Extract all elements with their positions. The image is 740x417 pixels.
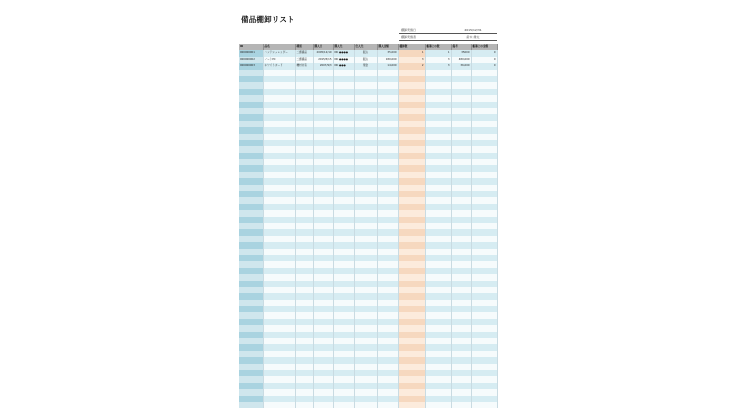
cell-book-count[interactable]: 1 [425, 50, 451, 56]
cell-count[interactable]: 2 [398, 63, 425, 69]
cell-amount[interactable]: 35,000 [377, 50, 398, 56]
page-title: 備品棚卸リスト [241, 15, 295, 24]
meta-person-value[interactable]: 鈴木 健太 [466, 35, 480, 39]
cell-date[interactable]: 2007/9/3 [313, 63, 333, 69]
cell-supplier[interactable]: 現金 [354, 63, 377, 69]
cell-store[interactable]: NK ●●●● [333, 57, 354, 63]
column-header-name[interactable]: 品名 [263, 44, 295, 50]
column-header-store[interactable]: 購入先 [333, 44, 354, 50]
cell-amount[interactable]: 14,000 [377, 63, 398, 69]
cell-supplier[interactable]: 振込 [354, 50, 377, 56]
cell-id[interactable]: 000000001 [239, 50, 263, 56]
cell-id[interactable]: 000000003 [239, 63, 263, 69]
meta-date-label: 棚卸実施日 [401, 28, 417, 32]
cell-name[interactable]: ホワイトボード [263, 63, 295, 69]
cell-name[interactable]: ノートPC [263, 57, 295, 63]
column-header-book-count[interactable]: 帳簿上の数 [425, 44, 451, 50]
column-header-date[interactable]: 購入日 [313, 44, 333, 50]
cell-name[interactable]: ハンドシュレッダー [263, 50, 295, 56]
cell-book-amount[interactable]: 0 [471, 57, 497, 63]
cell-note[interactable] [451, 402, 471, 408]
table-body [239, 50, 497, 408]
cell-type[interactable]: 機材共有 [295, 63, 313, 69]
cell-book-count[interactable] [425, 402, 451, 408]
meta-person-row [399, 34, 497, 41]
column-header-count[interactable]: 棚卸数 [398, 44, 425, 50]
cell-store[interactable]: NK ●●● [333, 63, 354, 69]
cell-type[interactable]: 二課備品 [295, 50, 313, 56]
cell-amount[interactable] [377, 402, 398, 408]
column-header-id[interactable]: ID [239, 44, 263, 50]
cell-count[interactable] [398, 402, 425, 408]
column-header-supplier[interactable]: 仕入先 [354, 44, 377, 50]
empty-table-row [239, 402, 497, 408]
cell-note[interactable]: 35000 [451, 50, 471, 56]
cell-book-amount[interactable]: 0 [471, 50, 497, 56]
cell-type[interactable]: 二課備品 [295, 57, 313, 63]
cell-supplier[interactable]: 振込 [354, 57, 377, 63]
cell-book-count[interactable]: 3 [425, 63, 451, 69]
cell-book-count[interactable]: 3 [425, 57, 451, 63]
cell-book-amount[interactable] [471, 402, 497, 408]
cell-store[interactable] [333, 402, 354, 408]
cell-date[interactable] [313, 402, 333, 408]
cell-supplier[interactable] [354, 402, 377, 408]
cell-id[interactable] [239, 402, 263, 408]
cell-amount[interactable]: 180,000 [377, 57, 398, 63]
spreadsheet-page [239, 0, 499, 417]
cell-count[interactable]: 3 [398, 57, 425, 63]
inventory-meta [399, 27, 497, 41]
column-header-book-amount[interactable]: 帳簿上の金額 [471, 44, 497, 50]
meta-date-value[interactable]: 2015/12/31 [464, 28, 482, 32]
meta-date-row [399, 27, 497, 34]
column-header-note[interactable]: 備考 [451, 44, 471, 50]
cell-note[interactable]: 36,000 [451, 63, 471, 69]
cell-book-amount[interactable]: 0 [471, 63, 497, 69]
cell-date[interactable]: 2005/12/10 [313, 50, 333, 56]
cell-date[interactable]: 2015/5/15 [313, 57, 333, 63]
column-header-type[interactable]: 種別 [295, 44, 313, 50]
meta-person-label: 棚卸実施者 [401, 35, 417, 39]
cell-id[interactable]: 000000002 [239, 57, 263, 63]
cell-count[interactable]: 1 [398, 50, 425, 56]
column-header-amount[interactable]: 購入金額 [377, 44, 398, 50]
inventory-table [239, 44, 498, 408]
cell-note[interactable]: 480,000 [451, 57, 471, 63]
cell-name[interactable] [263, 402, 295, 408]
cell-store[interactable]: NK ●●●● [333, 50, 354, 56]
cell-type[interactable] [295, 402, 313, 408]
